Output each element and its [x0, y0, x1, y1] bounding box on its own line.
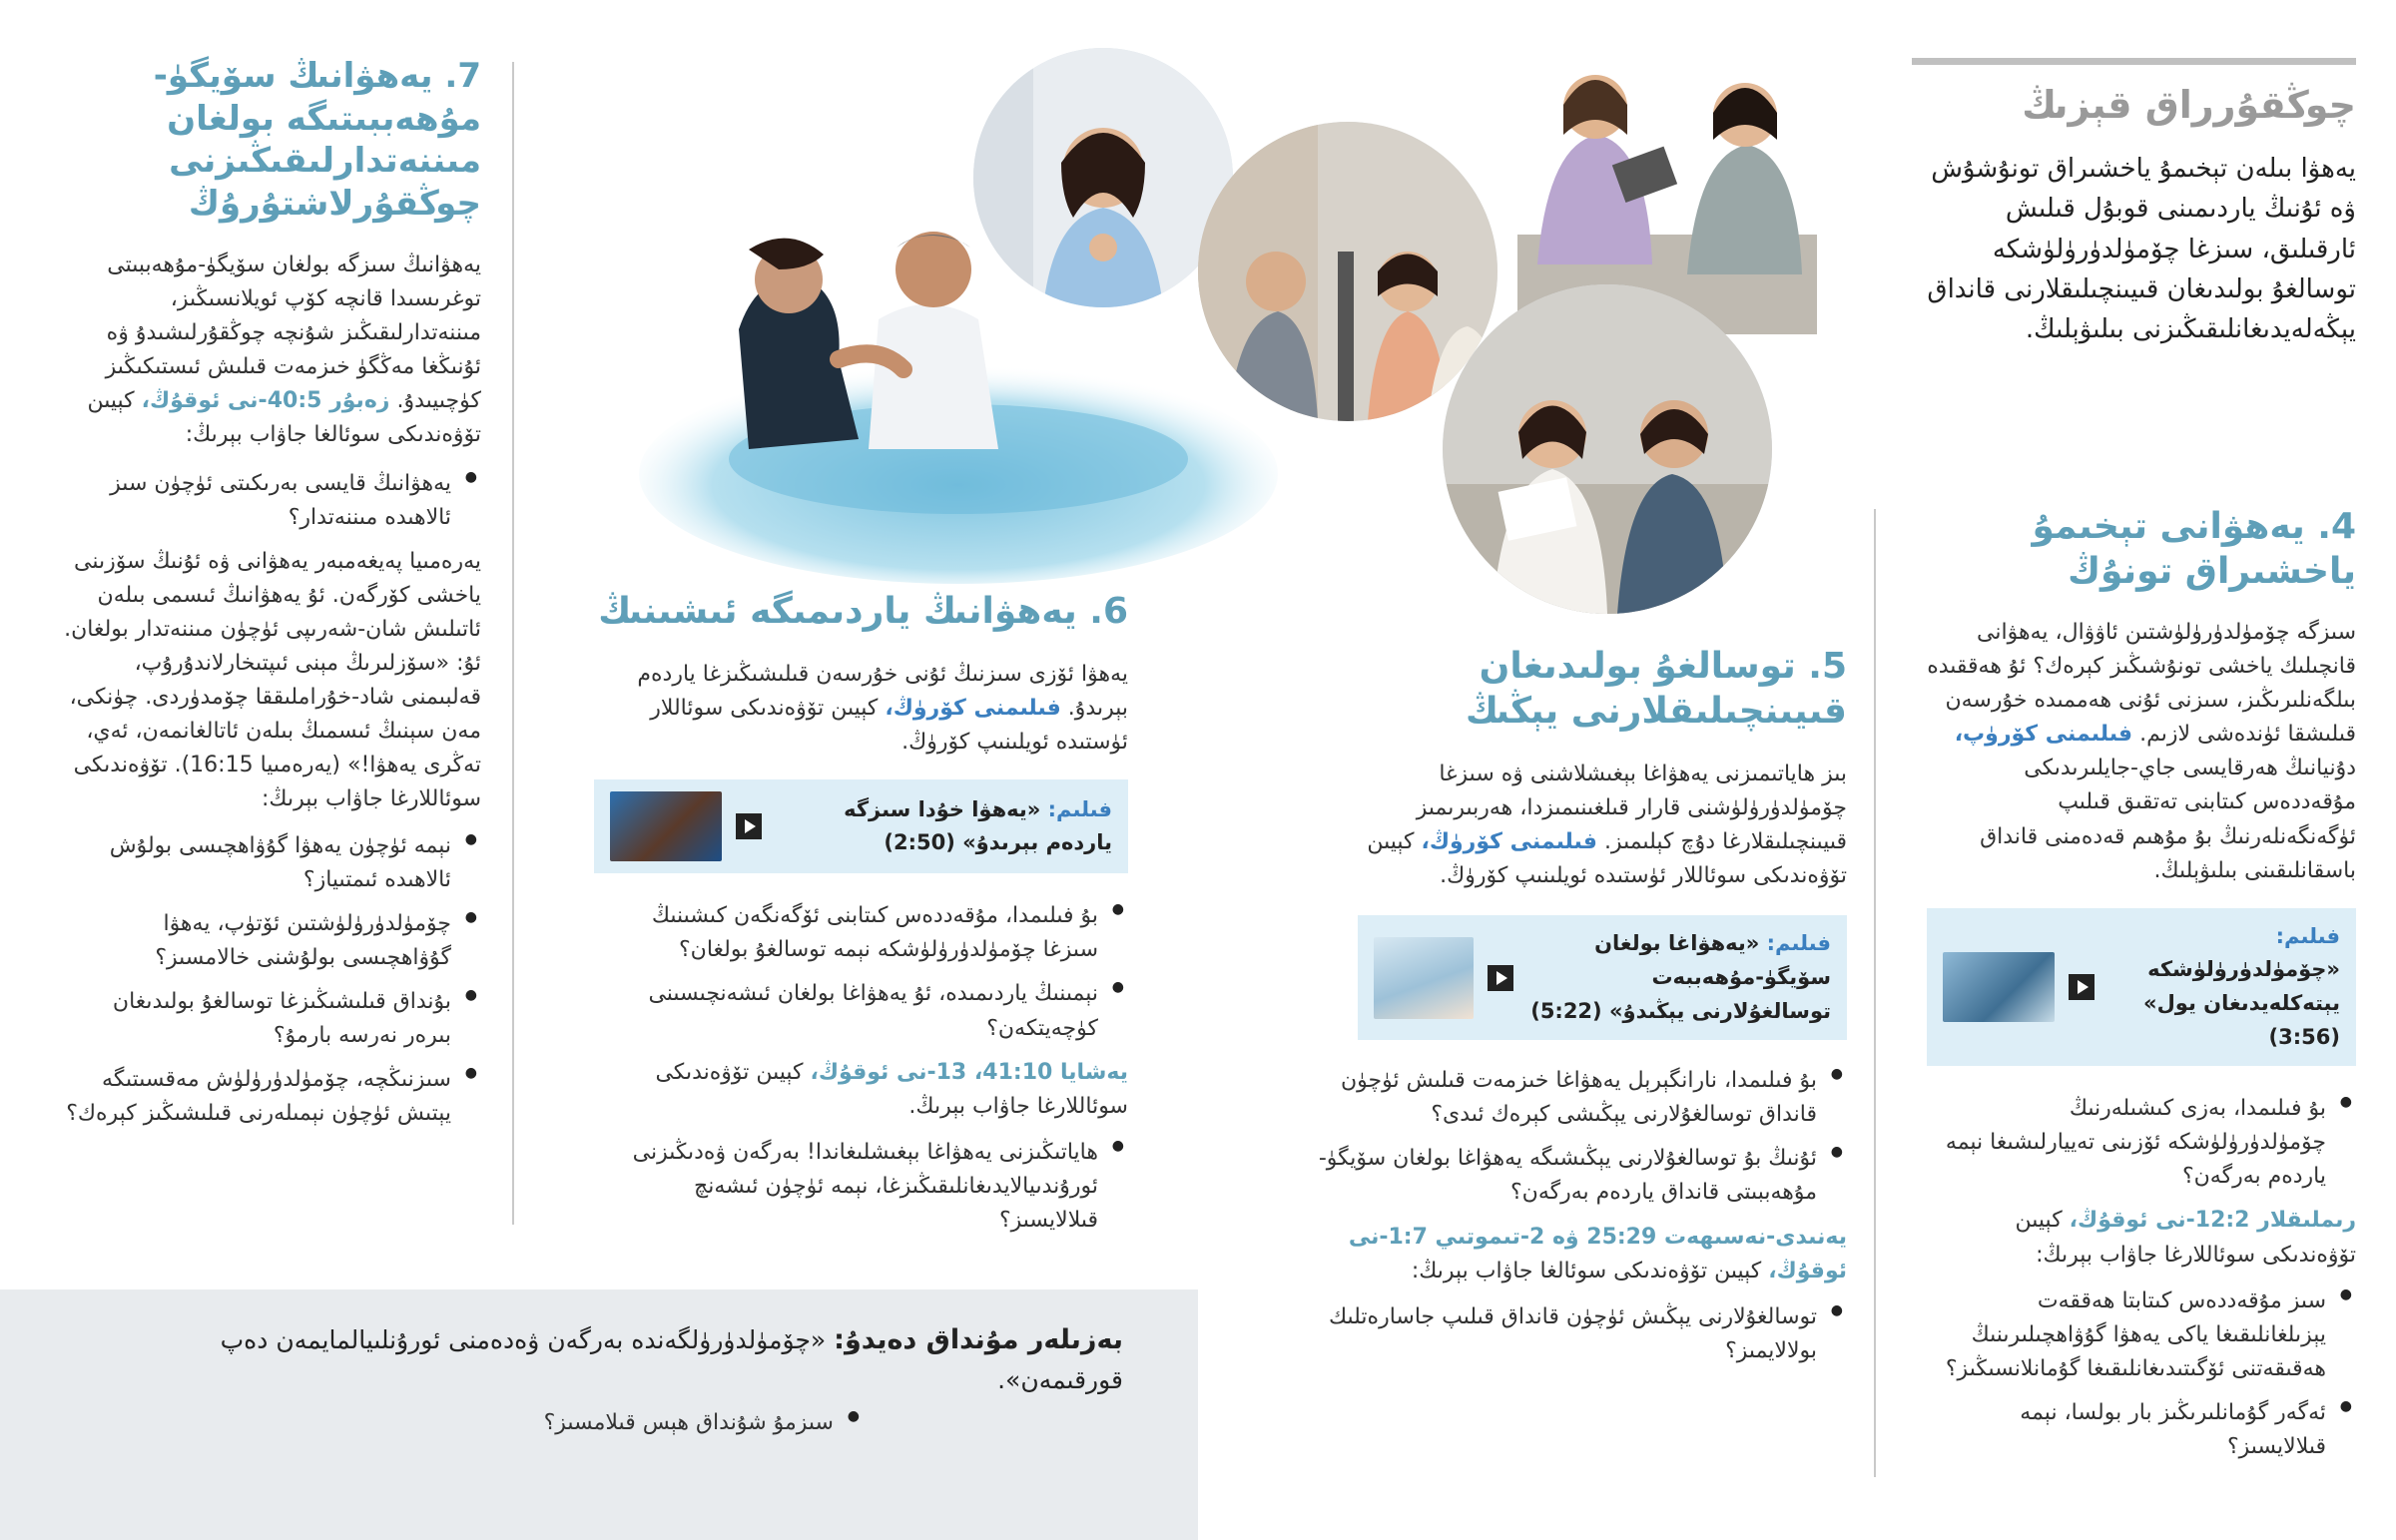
list-item: ● نېمە ئۈچۈن يەھۋا گۇۋاھچىسى بولۇش ئالاھىدە ئىمتىياز؟ — [62, 829, 481, 897]
reading-instruction: كېيىن تۆۋەندىكى سوئاللارغا جاۋاب بېرىڭ: — [2015, 1208, 2356, 1268]
section-4-bullets-a — [1927, 1092, 2356, 1194]
section-4-video[interactable] — [1927, 908, 2356, 1066]
section-7-bullets-a — [62, 467, 481, 535]
section-7-paragraph2: يەرەمىيا پەيغەمبەر يەھۋانى ۋە ئۇنىڭ سۆزىنى ياخشى كۆرگەن. ئۇ يەھۋانىڭ ئىسمى بىلەن ئاتىلىش شان-شەرىپى ئۈچۈن مىننەتدار بولغان. ئۇ: «سۆزلىرىڭ مېنى ئىپتىخارلاندۇرۇپ، قەلبىمنى شاد-خۇراملىققا چۆمدۈردى. چۈنكى، مەن سېنىڭ ئىسمىڭ بىلەن ئاتالغانمەن، ئەي، تەڭرى يەھۋا!» (يەرەمىيا 16:15). تۆۋەندىكى سوئاللارغا جاۋاب بېرىڭ: — [64, 548, 481, 812]
video-thumbnail[interactable] — [610, 791, 722, 861]
section-5-video[interactable] — [1358, 915, 1847, 1040]
scripture-link[interactable]: يەشايا 41:10، 13-نى ئوقۇڭ، — [810, 1059, 1128, 1085]
list-item: ● سىزنىڭچە، چۆمۈلدۈرۈلۈش مەقسىتىگە يېتىش ئۈچۈن نېمىلەرنى قىلىشىڭىز كېرەك؟ — [62, 1063, 481, 1131]
divider-right — [1874, 509, 1876, 1477]
bottom-note-label: بەزىلەر مۇنداق دەيدۇ: — [834, 1324, 1123, 1355]
scripture-link[interactable]: زەبۇر 40:5-نى ئوقۇڭ، — [141, 388, 390, 414]
bottom-note-line — [125, 1319, 1123, 1400]
intro-title: چوڭقۇرراق قېزىڭ — [2022, 83, 2356, 127]
video-title: «چۆمۈلدۈرۈلۈشكە يېتەكلەيدىغان يول» (3:56) — [2143, 957, 2340, 1049]
section-7 — [62, 55, 481, 1141]
list-item: ● بۇ فىلىمدا، بەزى كىشىلەرنىڭ چۆمۈلدۈرۈلۈشكە ئۆزىنى تەييارلىشىغا نېمە ياردەم بەرگەن؟ — [1927, 1092, 2356, 1194]
list-item: ● سىزمۇ شۇنداق ھېس قىلامسىز؟ — [125, 1406, 864, 1440]
video-label: فىلىم: — [1766, 931, 1831, 956]
section-4 — [1927, 504, 2356, 1474]
section-6-bullets-a — [594, 899, 1128, 1045]
reading-instruction: كېيىن تۆۋەندىكى سوئالغا جاۋاب بېرىڭ: — [1411, 1258, 1762, 1283]
section-4-text-before: سىزگە چۆمۈلدۈرۈلۈشتىن ئاۋۋال، يەھۋانى قانچىلىك ياخشى تونۇشىڭىز كېرەك؟ ئۇ ھەققىدە بىلگەنلىرىڭىز، سىزنى ئۇنى ھەممىدە خۇرسەن قىلىشقا ئۈندەشى لازىم. — [1927, 620, 2356, 748]
bottom-note-bullets — [125, 1406, 864, 1440]
section-5-text — [1303, 758, 1847, 893]
list-item: ● بۇ فىلىمدا، نارانگېرېل يەھۋاغا خىزمەت قىلىش ئۈچۈن قانداق توسالغۇلارنى يېڭىشى كېرەك ئىدى؟ — [1303, 1064, 1847, 1132]
scripture-link[interactable]: يەنىدى-نەسىھەت 25:29 ۋە 2-تىموتىي 1:7-نى ئوقۇڭ، — [1348, 1224, 1847, 1283]
section-4-title: 4. يەھۋانى تېخىمۇ ياخشىراق تونۇڭ — [2032, 506, 2356, 592]
intro-rule — [1912, 58, 2356, 65]
prayer-scene-svg — [973, 48, 1233, 307]
play-icon[interactable] — [1488, 965, 1513, 991]
list-item: ● سىز مۇقەددەس كىتابتا ھەققەت يېزىلغانلىقىغا ياكى يەھۋا گۇۋاھچىلىرىنىڭ ھەقىقەتنى ئۆگىتىدىغانلىقىغا گۇمانلانسىڭىز؟ — [1927, 1284, 2356, 1386]
video-label: فىلىم: — [1047, 796, 1112, 821]
photo-prayer — [973, 48, 1233, 307]
section-4-film-link[interactable]: فىلىمنى كۆرۈپ، — [1954, 722, 2133, 748]
list-item: ● يەھۋانىڭ قايسى بەرىكىتى ئۈچۈن سىز ئالاھىدە مىننەتدار؟ — [62, 467, 481, 535]
section-6-bullets-b — [594, 1136, 1128, 1238]
photo-cafe — [1443, 284, 1772, 614]
section-7-bullets-b — [62, 829, 481, 1132]
photo-ministry — [1198, 122, 1498, 421]
list-item: ● ئۇنىڭ بۇ توسالغۇلارنى يېڭىشىگە يەھۋاغا بولغان سۆيگۈ-مۇھەببىتى قانداق ياردەم بەرگەن؟ — [1303, 1142, 1847, 1210]
section-6-video[interactable] — [594, 779, 1128, 873]
play-icon[interactable] — [2069, 974, 2095, 1000]
section-6-video-caption — [776, 793, 1112, 860]
column-right — [1912, 0, 2356, 349]
section-4-video-caption — [2108, 920, 2340, 1054]
section-6-text — [594, 658, 1128, 760]
section-6-text-after: كېيىن تۆۋەندىكى سوئاللار ئۈستىدە ئويلىنىپ كۆرۈڭ. — [650, 696, 1128, 756]
section-5-bullets-b — [1303, 1300, 1847, 1368]
list-item: ● نېمىنىڭ ياردىمىدە، ئۇ يەھۋاغا بولغان ئىشەنچىسىنى كۈچەيتكەن؟ — [594, 977, 1128, 1045]
section-5-title: 5. توسالغۇ بولىدىغان قىيىنچىلىقلارنى يېڭىڭ — [1466, 646, 1847, 732]
study-scene-svg — [1478, 35, 1877, 334]
section-6-text-before: يەھۋا ئۆزى سىزنىڭ ئۇنى خۇرسەن قىلىشىڭىزغا ياردەم بېرىدۇ. — [637, 662, 1128, 722]
section-5-bullets-a — [1303, 1064, 1847, 1210]
list-item: ● ھاياتىڭىزنى يەھۋاغا بېغىشلىغاندا! بەرگەن ۋەدىڭىزنى ئورۇندىيالايدىغانلىقىڭىزغا، نېمە ئۈچۈن ئىشەنچ قىلالايسىز؟ — [594, 1136, 1128, 1238]
section-4-reading — [1927, 1204, 2356, 1272]
video-title: «يەھۋا خۇدا سىزگە ياردەم بېرىدۇ» (2:50) — [844, 796, 1112, 855]
section-7-title: 7. يەھۋانىڭ سۆيگۈ-مۇھەببىتىگە بولغان مىننەتدارلىقىڭىزنى چوڭقۇرلاشتۇرۇڭ — [153, 56, 481, 224]
ministry-scene-svg — [1198, 122, 1498, 421]
section-6-reading — [594, 1056, 1128, 1124]
video-thumbnail[interactable] — [1943, 952, 2055, 1022]
list-item: ● چۆمۈلدۈرۈلۈشتىن ئۆتۈپ، يەھۋا گۇۋاھچىسى بولۇشنى خالامسىز؟ — [62, 907, 481, 975]
reading-instruction: كېيىن تۆۋەندىكى سوئاللارغا جاۋاب بېرىڭ. — [655, 1059, 1128, 1119]
intro-text: يەھۋا بىلەن تېخىمۇ ياخشىراق تونۇشۇش ۋە ئۇنىڭ ياردىمىنى قوبۇل قىلىش ئارقىلىق، سىزغا چۆمۈلدۈرۈلۈشكە توسالغۇ بولىدىغان قىيىنچىلىقلارنى قانداق يېڭەلەيدىغانلىقىڭىزنى بىلىۋېلىڭ. — [1927, 154, 2356, 345]
section-5-text-before: بىز ھاياتىمىزنى يەھۋاغا بېغىشلاشنى ۋە سىزغا چۆمۈلدۈرۈلۈشنى قارار قىلغىنىمىزدا، ھەربىرىمىز قىيىنچىلىقلارغا دۇچ كېلىمىز. — [1416, 762, 1847, 855]
list-item: ● ئەگەر گۇمانلىرىڭىز بار بولسا، نېمە قىلالايسىز؟ — [1927, 1396, 2356, 1464]
section-4-text-after: دۇنيانىڭ ھەرقايسى جاي-جايلىرىدىكى مۇقەددەس كىتابنى تەتقىق قىلىپ ئۈگەنگەنلەرنىڭ بۇ مۇھىم قەدەمنى قانداق باسقانلىقىنى بىلىۋېلىڭ. — [1980, 756, 2356, 883]
section-4-bullets-b — [1927, 1284, 2356, 1464]
video-label: فىلىم: — [2275, 923, 2340, 948]
list-item: ● توسالغۇلارنى يېڭىش ئۈچۈن قانداق قىلىپ جاسارەتلىك بولالايمىز؟ — [1303, 1300, 1847, 1368]
play-icon[interactable] — [736, 813, 762, 839]
section-5-film-link[interactable]: فىلىمنى كۆرۈڭ، — [1421, 829, 1597, 855]
section-5-reading — [1303, 1221, 1847, 1288]
list-item: ● بۇنداق قىلىشىڭىزغا توسالغۇ بولىدىغان بىرەر نەرسە بارمۇ؟ — [62, 985, 481, 1053]
list-item: ● بۇ فىلىمدا، مۇقەددەس كىتابنى ئۆگەنگەن كىشىنىڭ سىزغا چۆمۈلدۈرۈلۈشكە نېمە توسالغۇ بولغان؟ — [594, 899, 1128, 967]
section-6 — [594, 589, 1128, 1248]
section-7-text-before: يەھۋانىڭ سىزگە بولغان سۆيگۈ-مۇھەببىتى توغرىسىدا قانچە كۆپ ئويلانسىڭىز، مىننەتدارلىقىڭىز شۇنچە چوڭقۇرلىشىدۇ ۋە ئۇنىڭغا مەڭگۈ خىزمەت قىلىش ئىستىكىڭىز كۈچىيىدۇ. — [105, 253, 481, 414]
section-5 — [1303, 644, 1847, 1378]
section-7-text — [62, 249, 481, 453]
video-thumbnail[interactable] — [1374, 937, 1474, 1019]
section-4-text — [1927, 616, 2356, 888]
video-title: «يەھۋاغا بولغان سۆيگۈ-مۇھەببەت توسالغۇلارنى يېڭىدۇ» (5:22) — [1530, 931, 1831, 1023]
cafe-scene-svg — [1443, 284, 1772, 614]
section-5-text-after: كېيىن تۆۋەندىكى سوئاللار ئۈستىدە ئويلىنىپ كۆرۈڭ. — [1367, 829, 1847, 889]
divider-left — [512, 62, 514, 1225]
reading-instruction: كېيىن تۆۋەندىكى سوئالغا جاۋاب بېرىڭ: — [87, 388, 481, 448]
scripture-link[interactable]: رىملىقلار 12:2-نى ئوقۇڭ، — [2069, 1208, 2356, 1234]
photo-study — [1478, 35, 1877, 334]
section-6-film-link[interactable]: فىلىمنى كۆرۈڭ، — [885, 696, 1061, 722]
bottom-note — [0, 1289, 1198, 1540]
bottom-note-quote: «چۆمۈلدۈرۈلگەندە بەرگەن ۋەدەمنى ئورۇنلىيالمايمەن دەپ قورقىمەن». — [220, 1325, 1123, 1394]
section-6-title: 6. يەھۋانىڭ ياردىمىگە ئىشىنىڭ — [598, 591, 1128, 632]
bottom-note-content — [125, 1319, 1123, 1450]
section-5-video-caption — [1527, 927, 1831, 1028]
